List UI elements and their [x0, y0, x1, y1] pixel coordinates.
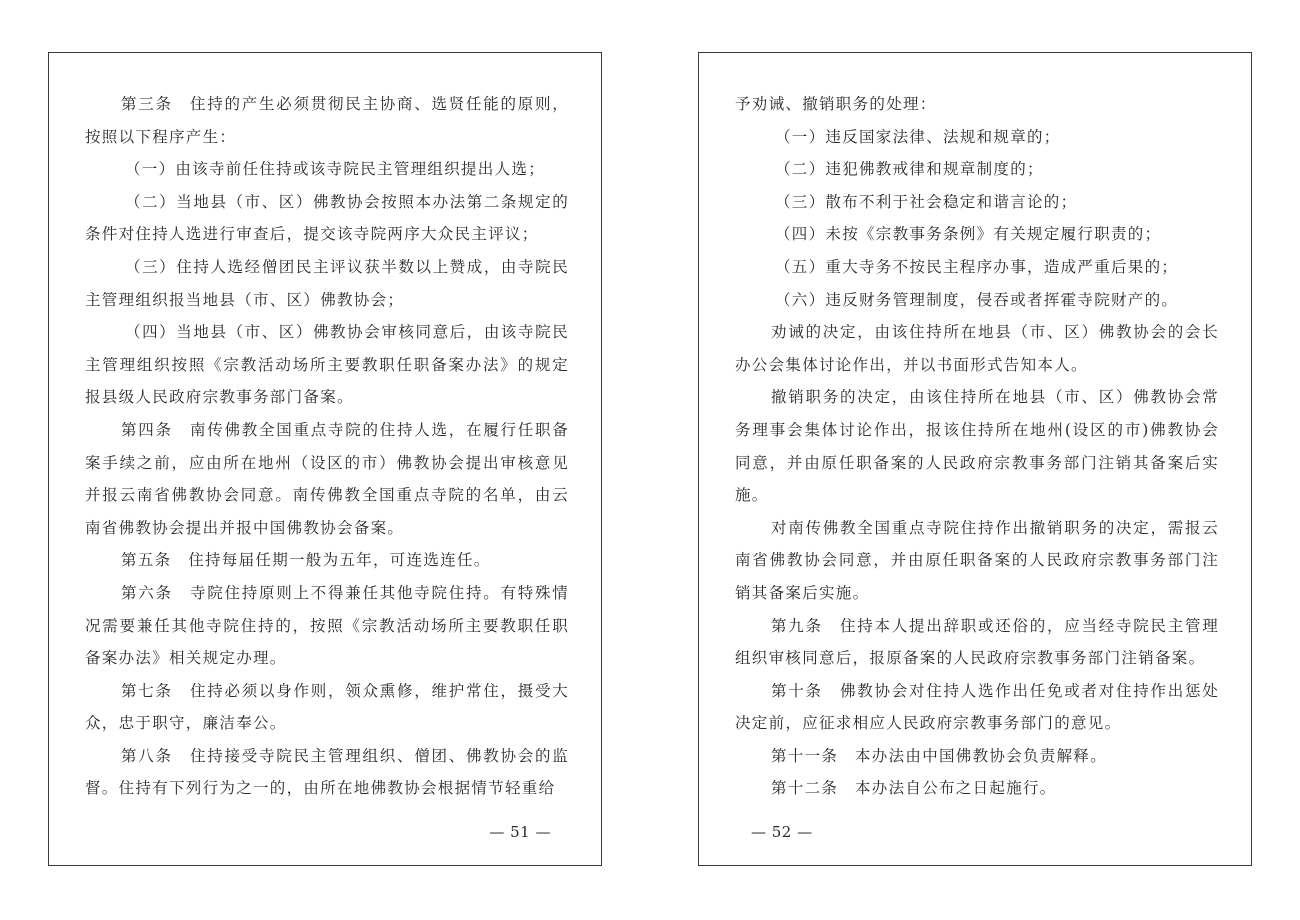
article-3-item-1: （一）由该寺前任住持或该寺院民主管理组织提出人选； [125, 160, 546, 179]
article-8-item-4: （四）未按《宗教事务条例》有关规定履行职责的； [775, 225, 1162, 244]
page-number: — 52 — [751, 823, 813, 841]
right-page-body [735, 88, 1219, 805]
article-8-item-2: （二）违犯佛教戒律和规章制度的； [775, 160, 1044, 179]
article-3-item-3: （三）住持人选经僧团民主评议获半数以上赞成，由寺院民主管理组织报当地县（市、区）佛教协会； [85, 257, 569, 309]
article-8-item-6: （六）违反财务管理制度，侵吞或者挥霍寺院财产的。 [775, 290, 1179, 309]
article-6-paragraph: 第六条 寺院住持原则上不得兼任其他寺院住持。有特殊情况需要兼任其他寺院住持的，按照《宗教活动场所主要教职任职备案办法》相关规定办理。 [85, 583, 569, 668]
article-10-paragraph: 第十条 佛教协会对住持人选作出任免或者对住持作出惩处决定前，应征求相应人民政府宗教事务部门的意见。 [735, 681, 1219, 733]
admonition-decision-paragraph: 劝诫的决定，由该住持所在地县（市、区）佛教协会的会长办公会集体讨论作出，并以书面形式告知本人。 [735, 323, 1219, 374]
article-11-paragraph: 第十一条 本办法由中国佛教协会负责解释。 [771, 746, 1108, 765]
article-7-paragraph: 第七条 住持必须以身作则，领众熏修，维护常住，摄受大众，忠于职守，廉洁奉公。 [85, 681, 569, 733]
article-4-paragraph: 第四条 南传佛教全国重点寺院的住持人选，在履行任职备案手续之前，应由所在地州（设区的市）佛教协会提出审核意见并报云南省佛教协会同意。南传佛教全国重点寺院的名单，由云南省佛教协会提出并报中国佛教协会备案。 [85, 420, 569, 537]
article-8-paragraph-start: 第八条 住持接受寺院民主管理组织、僧团、佛教协会的监督。住持有下列行为之一的，由所在地佛教协会根据情节轻重给 [85, 746, 569, 798]
dismissal-decision-paragraph: 撤销职务的决定，由该住持所在地县（市、区）佛教协会常务理事会集体讨论作出，报该住持所在地州(设区的市)佛教协会同意，并由原任职备案的人民政府宗教事务部门注销其备案后实施。 [735, 388, 1219, 505]
article-8-item-3: （三）散布不利于社会稳定和谐言论的； [775, 192, 1078, 211]
page-number: — 51 — [489, 823, 551, 841]
right-page [698, 52, 1252, 866]
article-8-item-1: （一）违反国家法律、法规和规章的； [775, 127, 1061, 146]
key-temple-dismissal-paragraph: 对南传佛教全国重点寺院住持作出撤销职务的决定，需报云南省佛教协会同意，并由原任职备案的人民政府宗教事务部门注销其备案后实施。 [735, 518, 1219, 602]
article-8-item-5: （五）重大寺务不按民主程序办事，造成严重后果的； [775, 257, 1179, 276]
article-5-paragraph: 第五条 住持每届任期一般为五年，可连选连任。 [121, 551, 491, 570]
article-3-item-2: （二）当地县（市、区）佛教协会按照本办法第二条规定的条件对住持人选进行审查后，提交该寺院两序大众民主评议； [85, 192, 569, 244]
article-3-paragraph: 第三条 住持的产生必须贯彻民主协商、选贤任能的原则，按照以下程序产生： [85, 95, 569, 146]
left-page [48, 52, 602, 866]
article-12-paragraph: 第十二条 本办法自公布之日起施行。 [771, 779, 1057, 798]
article-8-paragraph-continued: 予劝诫、撤销职务的处理： [735, 95, 937, 113]
article-9-paragraph: 第九条 住持本人提出辞职或还俗的，应当经寺院民主管理组织审核同意后，报原备案的人民政府宗教事务部门注销备案。 [735, 616, 1219, 668]
left-page-body [85, 88, 569, 805]
article-3-item-4: （四）当地县（市、区）佛教协会审核同意后，由该寺院民主管理组织按照《宗教活动场所主要教职任职备案办法》的规定报县级人民政府宗教事务部门备案。 [85, 323, 569, 407]
